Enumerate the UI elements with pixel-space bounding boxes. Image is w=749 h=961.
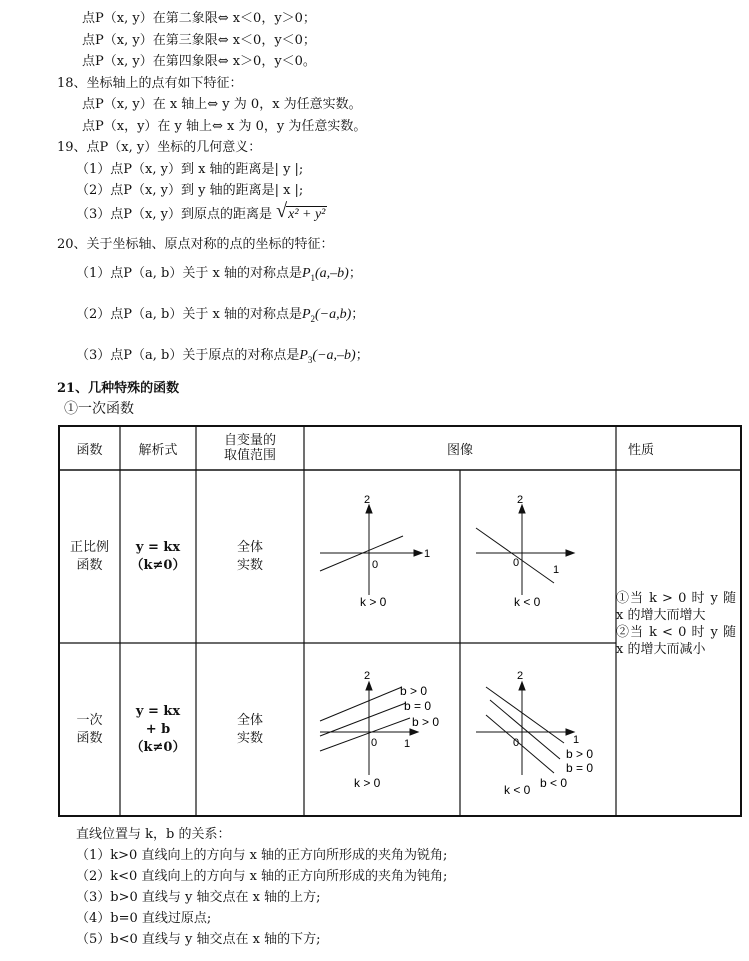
graph1-y-tick: 2 — [364, 494, 371, 506]
row1-formula: y = kx （k≠0） — [130, 539, 186, 573]
line-19-1: （1）点P（x, y）到 x 轴的距离是| y |; — [76, 162, 304, 177]
graph3-caption: k > 0 — [354, 776, 381, 790]
header-formula: 解析式 — [138, 442, 178, 458]
graph3-label-b-zero: b = 0 — [404, 699, 432, 713]
graph4-caption: k < 0 — [504, 783, 531, 797]
row1-name: 正比例 函数 — [69, 539, 109, 573]
graph3-x-tick: 1 — [404, 738, 411, 750]
graph4-label-b-neg: b < 0 — [540, 776, 568, 790]
graph2-origin: 0 — [513, 557, 520, 569]
p1-expression: $P_1(a,-b)$ — [301, 266, 349, 283]
heading-21: 21、几种特殊的函数 — [57, 381, 180, 396]
line-19-2: （2）点P（x, y）到 y 轴的距离是| x |; — [76, 183, 304, 198]
header-properties: 性质 — [628, 442, 655, 458]
header-domain: 自变量的 取值范围 — [223, 433, 276, 463]
graph4-label-b-pos: b > 0 — [566, 747, 594, 761]
radical-icon: √ — [276, 200, 288, 222]
line-relation-heading: 直线位置与 k，b 的关系： — [76, 827, 231, 842]
line-quadrant-3: 点P（x, y）在第三象限⇔ x＜0，y＜0； — [82, 33, 316, 48]
graph3-y-tick: 2 — [364, 670, 371, 682]
heading-19: 19、点P（x, y）坐标的几何意义： — [57, 140, 262, 155]
graph4-origin: 0 — [513, 737, 520, 749]
graph1-x-tick: 1 — [424, 548, 431, 560]
line-relation-2: （2）k<0 直线向上的方向与 x 轴的正方向所形成的夹角为钝角; — [76, 869, 448, 884]
line-relation-1: （1）k>0 直线向上的方向与 x 轴的正方向所形成的夹角为锐角; — [76, 848, 448, 863]
graph4-label-b-zero: b = 0 — [566, 761, 594, 775]
property-k-negative: ②当 k < 0 时 y 随 x 的增大而减小 — [616, 625, 736, 657]
line-18-x-axis: 点P（x, y）在 x 轴上⇔ y 为 0，x 为任意实数。 — [82, 97, 362, 112]
row2-formula: y = kx + b （k≠0） — [130, 703, 186, 755]
row2-name: 一次 函数 — [76, 712, 103, 746]
graph3-label-b-neg: b > 0 — [412, 715, 440, 729]
line-20-3: （3）点P（a, b）关于原点的对称点是$P_3(-a,-b)$； — [76, 348, 369, 365]
header-function: 函数 — [76, 442, 103, 458]
graph-proportional-k-positive — [320, 505, 422, 595]
graph3-origin: 0 — [371, 737, 378, 749]
graph-proportional-k-negative — [476, 505, 574, 595]
graph3-label-b-pos: b > 0 — [400, 684, 428, 698]
property-k-positive: ①当 k > 0 时 y 随 x 的增大而增大 — [616, 591, 736, 623]
graph2-x-tick: 1 — [553, 564, 560, 576]
line-19-3-text: （3）点P（x, y）到原点的距离是 — [76, 207, 272, 222]
line-20-1-text: （1）点P（a, b）关于 x 轴的对称点是 — [76, 266, 302, 281]
graph4-y-tick: 2 — [517, 670, 524, 682]
graph4-x-tick: 1 — [573, 734, 580, 746]
header-graph: 图像 — [446, 442, 473, 458]
line-20-2-text: （2）点P（a, b）关于 x 轴的对称点是 — [76, 307, 302, 322]
graph-linear-k-negative — [476, 682, 574, 775]
sqrt-body: x² + y² — [288, 207, 326, 222]
p2-expression: $P_2(-a,b)$ — [301, 307, 352, 324]
graph2-y-tick: 2 — [517, 494, 524, 506]
line-relation-5: （5）b<0 直线与 y 轴交点在 x 轴的下方; — [76, 932, 321, 947]
heading-20: 20、关于坐标轴、原点对称的点的坐标的特征： — [57, 237, 334, 252]
line-20-1: （1）点P（a, b）关于 x 轴的对称点是$P_1(a,-b)$； — [76, 266, 362, 283]
line-19-3 — [76, 200, 327, 224]
p3-expression: $P_3(-a,-b)$ — [299, 348, 356, 365]
graph2-caption: k < 0 — [514, 595, 541, 609]
subheading-linear-function: ①一次函数 — [64, 401, 134, 417]
properties-cell — [616, 590, 736, 658]
line-relation-4: （4）b=0 直线过原点; — [76, 911, 212, 926]
row2-domain: 全体 实数 — [236, 712, 263, 746]
line-quadrant-2: 点P（x, y）在第二象限⇔ x＜0，y＞0； — [82, 11, 316, 26]
line-relation-3: （3）b>0 直线与 y 轴交点在 x 轴的上方; — [76, 890, 321, 905]
graph1-caption: k > 0 — [360, 595, 387, 609]
line-20-2: （2）点P（a, b）关于 x 轴的对称点是$P_2(-a,b)$； — [76, 307, 365, 324]
sqrt-expression — [276, 200, 327, 224]
line-20-3-text: （3）点P（a, b）关于原点的对称点是 — [76, 348, 300, 363]
row1-domain: 全体 实数 — [236, 539, 263, 573]
heading-18: 18、坐标轴上的点有如下特征： — [57, 76, 243, 91]
line-18-y-axis: 点P（x，y）在 y 轴上⇔ x 为 0，y 为任意实数。 — [82, 119, 367, 134]
line-quadrant-4: 点P（x, y）在第四象限⇔ x＞0，y＜0。 — [82, 54, 316, 69]
graph1-origin: 0 — [372, 559, 379, 571]
